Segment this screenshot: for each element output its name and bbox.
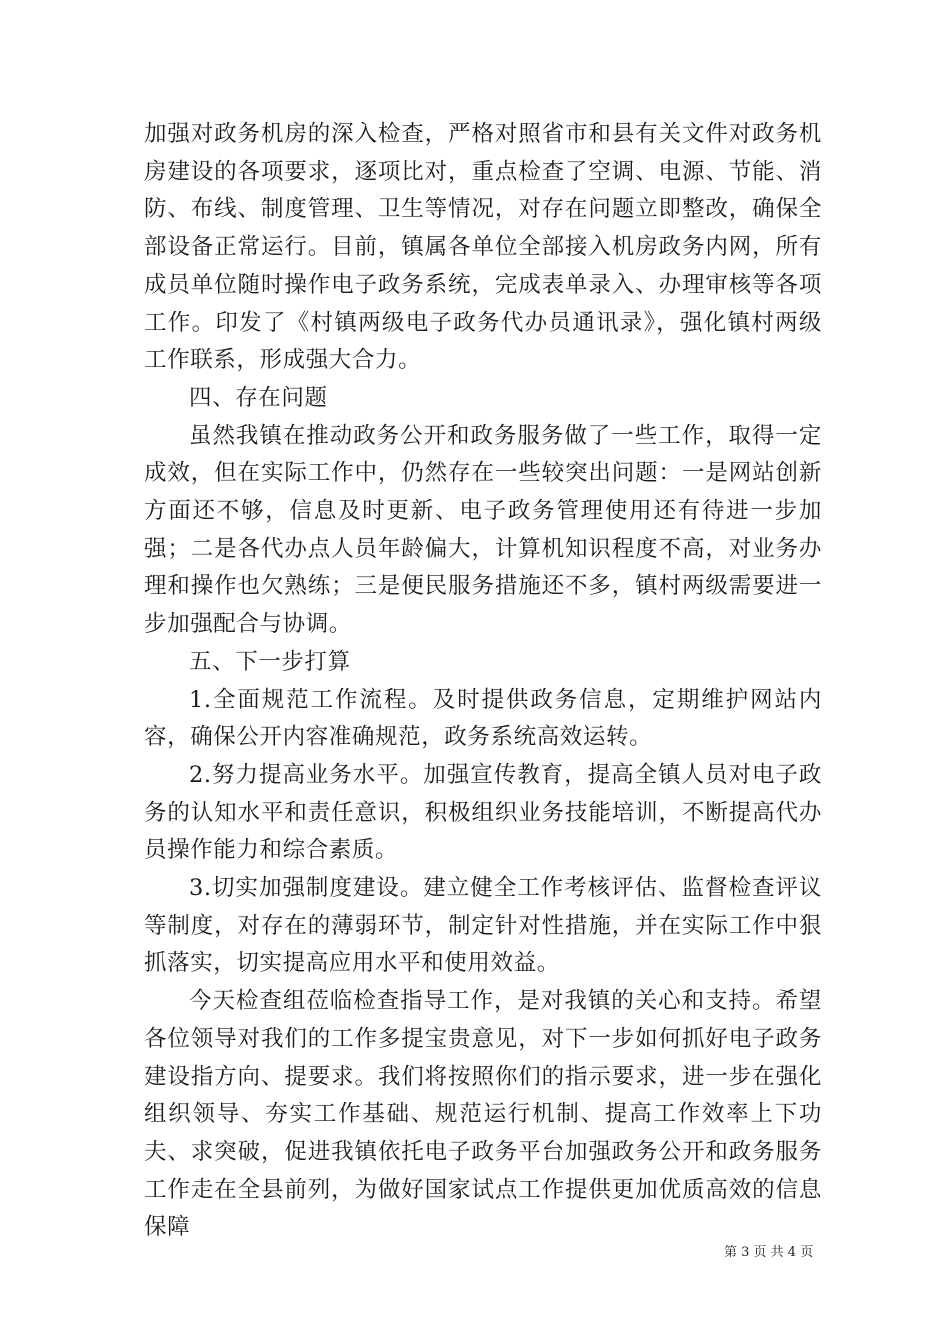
paragraph-step-3: 3.切实加强制度建设。建立健全工作考核评估、监督检查评议等制度，对存在的薄弱环节，制定针对性措施，并在实际工作中狠抓落实，切实提高应用水平和使用效益。: [144, 875, 822, 977]
paragraph-step-1: 1.全面规范工作流程。及时提供政务信息，定期维护网站内容，确保公开内容准确规范，政务系统高效运转。: [144, 686, 822, 751]
heading-next-steps: 五、下一步打算: [189, 648, 351, 675]
heading-existing-problems: 四、存在问题: [189, 384, 328, 411]
paragraph-closing: 今天检查组莅临检查指导工作，是对我镇的关心和支持。希望各位领导对我们的工作多提宝贵意见，对下一步如何抓好电子政务建设指方向、提要求。我们将按照你们的指示要求，进一步在强化组织领导、夯实工作基础、规范运行机制、提高工作效率上下功夫、求突破，促进我镇依托电子政务平台加强政务公开和政务服务工作走在全县前列，为做好国家试点工作提供更加优质高效的信息保障: [144, 988, 822, 1241]
paragraph-problems: 虽然我镇在推动政务公开和政务服务做了一些工作，取得一定成效，但在实际工作中，仍然存在一些较突出问题：一是网站创新方面还不够，信息及时更新、电子政务管理使用还有待进一步加强；二是各代办点人员年龄偏大，计算机知识程度不高，对业务办理和操作也欠熟练；三是便民服务措施还不多，镇村两级需要进一步加强配合与协调。: [144, 422, 822, 638]
paragraph-step-2: 2.努力提高业务水平。加强宣传教育，提高全镇人员对电子政务的认知水平和责任意识，积极组织业务技能培训，不断提高代办员操作能力和综合素质。: [144, 761, 822, 864]
paragraph-machine-room-inspection: 加强对政务机房的深入检查，严格对照省市和县有关文件对政务机房建设的各项要求，逐项比对，重点检查了空调、电源、节能、消防、布线、制度管理、卫生等情况，对存在问题立即整改，确保全部设备正常运行。目前，镇属各单位全部接入机房政务内网，所有成员单位随时操作电子政务系统，完成表单录入、办理审核等各项工作。印发了《村镇两级电子政务代办员通讯录》，强化镇村两级工作联系，形成强大合力。: [144, 121, 822, 374]
page-number: 第 3 页 共 4 页: [724, 1245, 814, 1260]
document-body: [144, 116, 822, 1247]
